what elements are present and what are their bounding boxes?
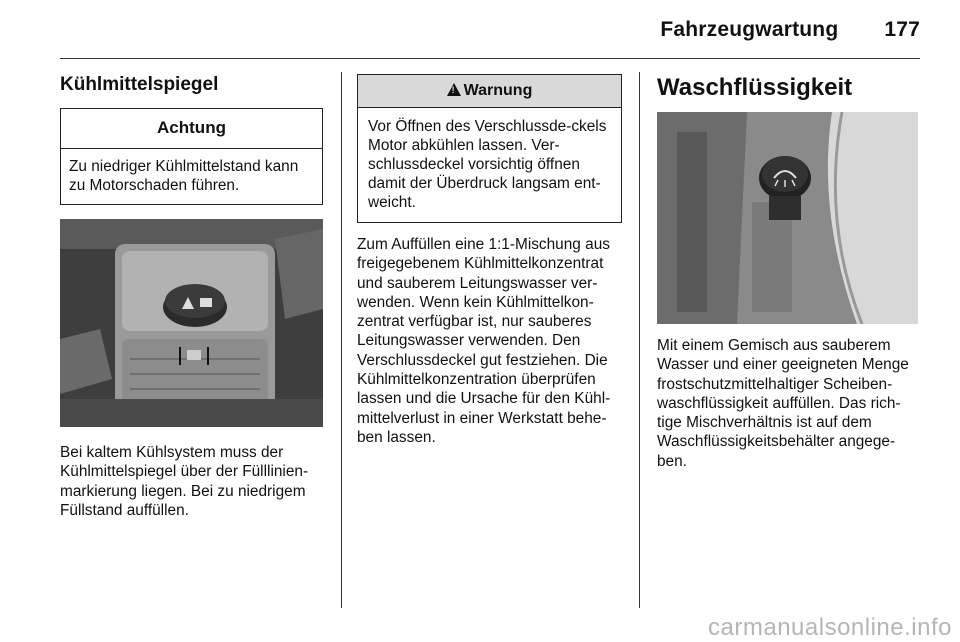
warning-triangle-icon	[447, 83, 461, 96]
column-divider-1	[341, 72, 342, 608]
washer-fluid-heading: Waschflüssigkeit	[657, 74, 853, 101]
caution-title: Achtung	[61, 109, 322, 149]
warning-header	[358, 75, 621, 108]
caution-box	[60, 108, 323, 205]
warning-title: Warnung	[463, 82, 533, 99]
washer-fluid-text: Mit einem Gemisch aus sauberem Wasser und einer geeigneten Menge frostschutzmittelhaltiger Scheiben-waschflüssigkeit auffüllen. Das rich-tige Mischverhältnis ist auf dem Waschflüssigkeitsbehälter angege-ben.	[657, 337, 909, 470]
left-column	[60, 74, 323, 520]
right-column	[657, 74, 921, 471]
coolant-level-text: Bei kaltem Kühlsystem muss der Kühlmittelspiegel über der Fülllinien-markierung liegen. Bei zu niedrigem Füllstand auffüllen.	[60, 444, 309, 519]
section-title: Fahrzeugwartung	[660, 18, 839, 41]
middle-column	[357, 74, 622, 447]
washer-reservoir-illustration	[657, 112, 918, 324]
washer-fluid-photo	[657, 112, 918, 324]
header-rule	[60, 58, 920, 59]
caution-text: Zu niedriger Kühlmittelstand kann zu Motorschaden führen.	[69, 158, 299, 194]
coolant-level-heading: Kühlmittelspiegel	[60, 74, 219, 95]
refill-instructions-text: Zum Auffüllen eine 1:1-Mischung aus freigegebenem Kühlmittelkonzentrat und sauberem Leitungswasser ver-wenden. Wenn kein Kühlmittelkon-zentrat verfügbar ist, nur sauberes Leitungswasser verwenden. Den Verschlussdeckel gut festziehen. Die Kühlmittelkonzentration überprüfen lassen und die Ursache für den Kühl-mittelverlust in einer Werkstatt behe-ben lassen.	[357, 236, 611, 446]
site-watermark: carmanualsonline.info	[708, 614, 952, 641]
warning-text: Vor Öffnen des Verschlussde-ckels Motor abkühlen lassen. Ver-schlussdeckel vorsichtig öffnen damit der Überdruck langsam ent-weicht.	[368, 118, 607, 211]
warning-box	[357, 74, 622, 223]
page-header	[660, 18, 920, 42]
column-divider-2	[639, 72, 640, 608]
page-number: 177	[884, 18, 920, 41]
coolant-reservoir-photo	[60, 219, 323, 427]
coolant-reservoir-illustration	[60, 219, 323, 427]
